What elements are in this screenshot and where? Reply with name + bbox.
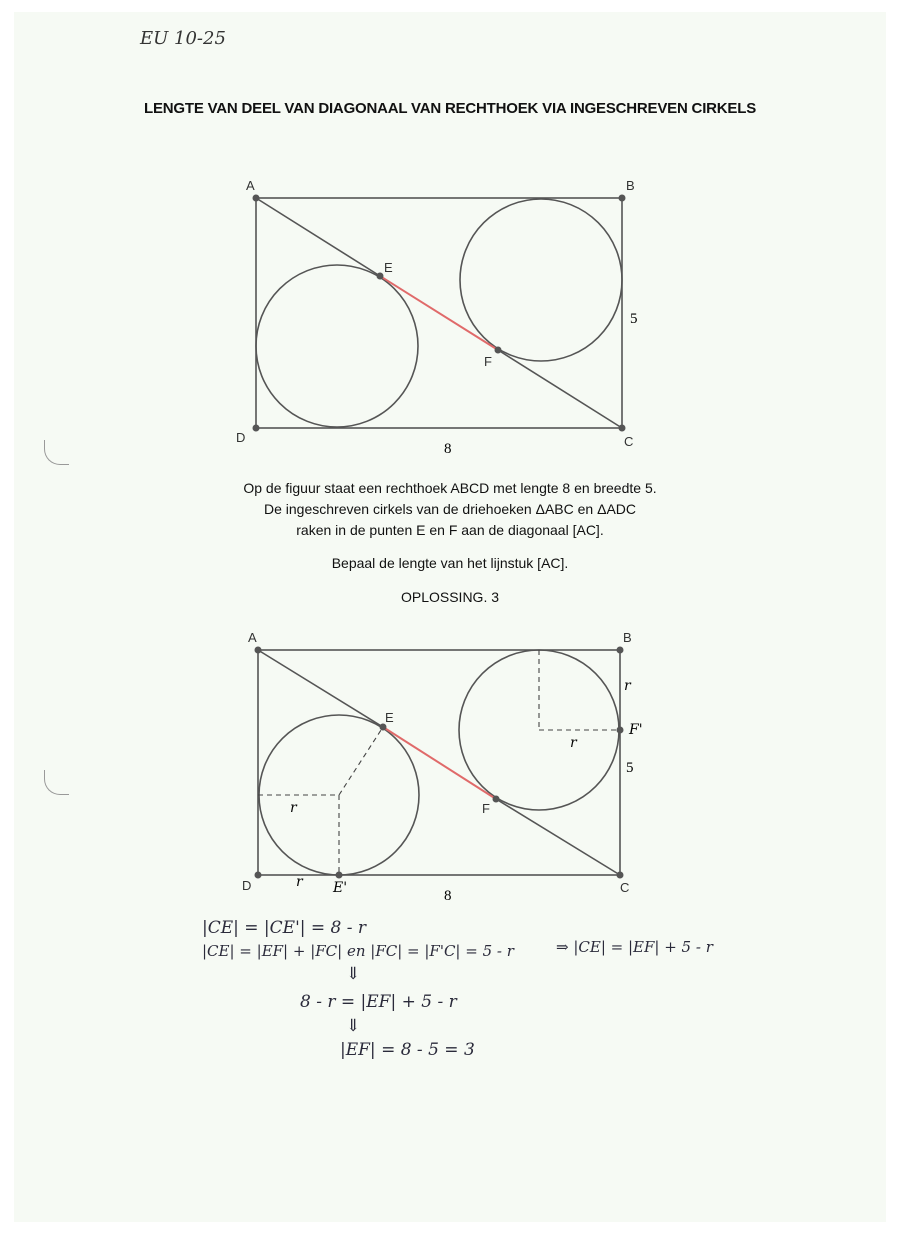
label-e: E xyxy=(384,260,393,275)
solution-line-4: |EF| = 8 - 5 = 3 xyxy=(340,1040,475,1060)
point-a-2 xyxy=(255,647,262,654)
figure-2 xyxy=(0,620,900,900)
label-f: F xyxy=(484,354,492,369)
point-c xyxy=(619,425,626,432)
handwritten-solution xyxy=(0,900,900,1080)
radius-label-4: r xyxy=(570,735,577,751)
radius-label-2: r xyxy=(296,874,303,890)
page-title: LENGTE VAN DEEL VAN DIAGONAAL VAN RECHTHOEK VIA INGESCHREVEN CIRKELS xyxy=(143,100,756,117)
solution-line-3: 8 - r = |EF| + 5 - r xyxy=(300,992,457,1012)
point-f-2 xyxy=(493,796,500,803)
solution-line-1: |CE| = |CE'| = 8 - r xyxy=(202,918,367,938)
length-label: 8 xyxy=(444,441,452,457)
point-b-2 xyxy=(617,647,624,654)
problem-line-1: Op de figuur staat een rechthoek ABCD met lengte 8 en breedte 5. xyxy=(243,480,657,496)
solution-line-2b: ⇒ |CE| = |EF| + 5 - r xyxy=(556,938,713,956)
segment-ef-2 xyxy=(383,727,496,799)
problem-text xyxy=(0,478,900,541)
label-e-prime: E' xyxy=(333,880,348,896)
implies-arrow-2: ⇓ xyxy=(346,1016,361,1036)
document-code: EU 10-25 xyxy=(140,28,226,49)
label-d: D xyxy=(236,430,246,445)
incircle-abc xyxy=(460,199,622,361)
diagonal-ae xyxy=(256,198,380,276)
point-f-prime xyxy=(617,727,624,734)
length-label-2: 8 xyxy=(444,888,452,900)
diagonal-fc-2 xyxy=(496,799,620,875)
radius-to-e xyxy=(339,727,383,795)
label-c: C xyxy=(624,434,634,449)
problem-line-2: De ingeschreven cirkels van de driehoeken ΔABC en ΔADC xyxy=(264,501,636,517)
question: Bepaal de lengte van het lijnstuk [AC]. xyxy=(331,555,569,571)
point-e-prime xyxy=(336,872,343,879)
label-d-2: D xyxy=(242,878,252,893)
width-label: 5 xyxy=(630,311,638,327)
label-f-2: F xyxy=(482,801,490,816)
point-c-2 xyxy=(617,872,624,879)
implies-arrow-1: ⇓ xyxy=(346,964,361,984)
point-d xyxy=(253,425,260,432)
solution-heading: OPLOSSING. 3 xyxy=(400,589,500,605)
label-b: B xyxy=(626,178,635,193)
point-b xyxy=(619,195,626,202)
figure-1 xyxy=(0,0,900,470)
point-d-2 xyxy=(255,872,262,879)
label-e-2: E xyxy=(385,710,394,725)
point-a xyxy=(253,195,260,202)
label-a-2: A xyxy=(248,630,257,645)
label-b-2: B xyxy=(623,630,632,645)
point-f xyxy=(495,347,502,354)
radius-label-3: r xyxy=(624,678,631,694)
diagonal-ae-2 xyxy=(258,650,383,727)
segment-ef xyxy=(380,276,498,350)
incircle-adc xyxy=(256,265,418,427)
label-f-prime: F' xyxy=(629,722,643,738)
radius-label-1: r xyxy=(290,800,297,816)
diagonal-fc xyxy=(498,350,622,428)
solution-line-2a: |CE| = |EF| + |FC| en |FC| = |F'C| = 5 - r xyxy=(202,942,514,960)
label-c-2: C xyxy=(620,880,630,895)
point-e xyxy=(377,273,384,280)
problem-line-3: raken in de punten E en F aan de diagonaal [AC]. xyxy=(296,522,604,538)
width-label-2: 5 xyxy=(626,760,634,776)
label-a: A xyxy=(246,178,255,193)
